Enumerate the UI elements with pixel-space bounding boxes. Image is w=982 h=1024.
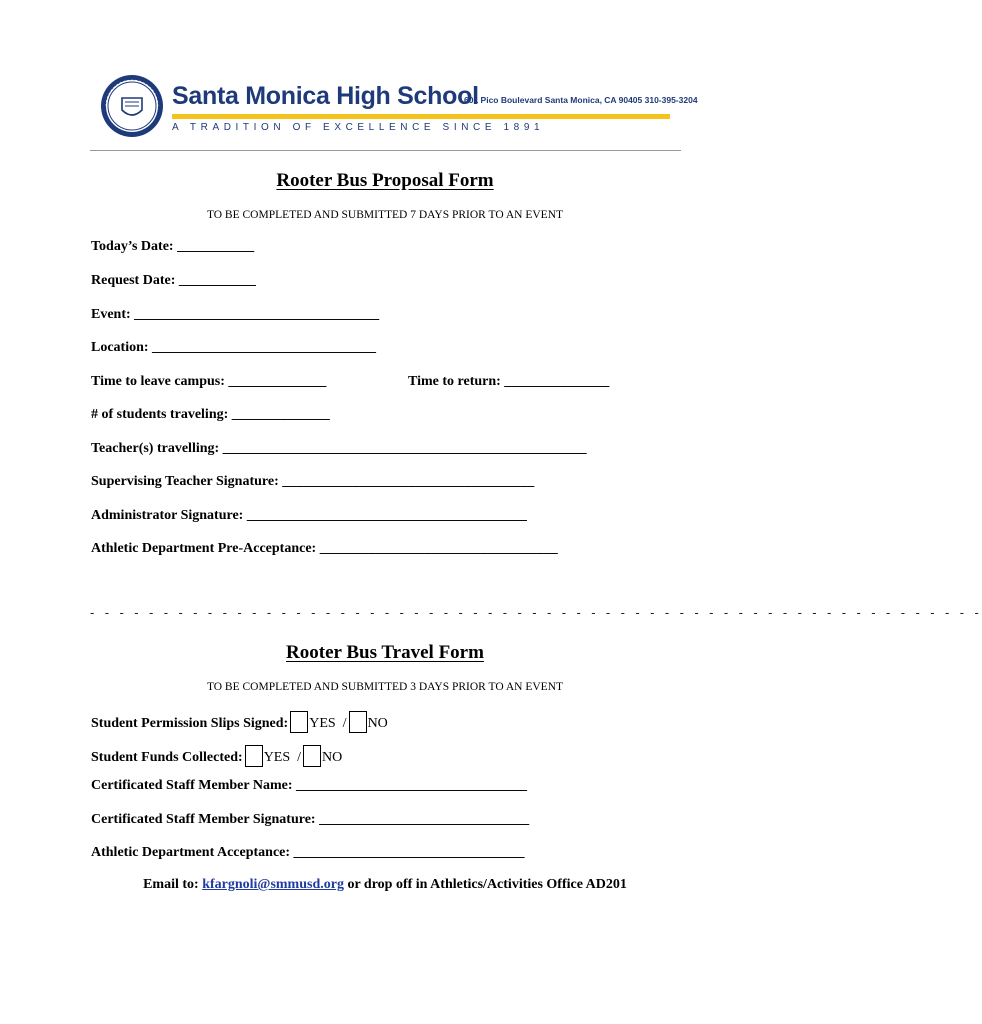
funds-collected-row	[91, 745, 342, 767]
permission-slips-row	[91, 711, 388, 733]
header-divider	[90, 150, 681, 151]
permission-yes-checkbox[interactable]	[290, 711, 308, 733]
email-prefix: Email to:	[143, 877, 199, 892]
funds-yes-checkbox[interactable]	[245, 745, 263, 767]
athletic-pre-acceptance-field[interactable]: Athletic Department Pre-Acceptance: __________________________________	[91, 541, 558, 556]
permission-no-label: NO	[367, 716, 388, 731]
todays-date-field[interactable]: Today’s Date: ___________	[91, 239, 255, 254]
header-accent-bar	[172, 114, 670, 119]
school-tagline: A TRADITION OF EXCELLENCE SINCE 1891	[172, 122, 545, 133]
email-suffix: or drop off in Athletics/Activities Office AD201	[347, 877, 627, 892]
athletic-acceptance-field[interactable]: Athletic Department Acceptance: _________________________________	[91, 845, 525, 860]
permission-yes-label: YES	[309, 716, 336, 731]
funds-slash: /	[297, 750, 302, 765]
proposal-subtitle: TO BE COMPLETED AND SUBMITTED 7 DAYS PRIOR TO AN EVENT	[206, 209, 564, 221]
request-date-field[interactable]: Request Date: ___________	[91, 273, 256, 288]
permission-slash: /	[342, 716, 347, 731]
travel-title: Rooter Bus Travel Form	[286, 642, 484, 663]
cut-line-separator: - - - - - - - - - - - - - - - - - - - - - - - - - - - - - - - - - - - - - - - - - - - - - - - - - - - - - - - - - - - - -	[90, 605, 982, 620]
event-field[interactable]: Event: ___________________________________	[91, 307, 380, 322]
students-traveling-field[interactable]: # of students traveling: ______________	[91, 407, 330, 422]
teachers-travelling-field[interactable]: Teacher(s) travelling: ____________________________________________________	[91, 441, 587, 456]
permission-no-checkbox[interactable]	[349, 711, 367, 733]
administrator-signature-field[interactable]: Administrator Signature: ________________________________________	[91, 508, 527, 523]
funds-collected-label: Student Funds Collected:	[91, 750, 243, 765]
school-address: 601 Pico Boulevard Santa Monica, CA 90405 310-395-3204	[464, 95, 698, 105]
email-link[interactable]: kfargnoli@smmusd.org	[202, 877, 344, 892]
school-name: Santa Monica High School	[172, 82, 479, 110]
supervising-signature-field[interactable]: Supervising Teacher Signature: ____________________________________	[91, 474, 535, 489]
email-instruction	[0, 877, 770, 893]
staff-name-field[interactable]: Certificated Staff Member Name: _________________________________	[91, 778, 527, 793]
funds-yes-label: YES	[263, 750, 291, 765]
funds-no-checkbox[interactable]	[303, 745, 321, 767]
time-leave-field[interactable]: Time to leave campus: ______________	[91, 374, 327, 389]
staff-signature-field[interactable]: Certificated Staff Member Signature: ______________________________	[91, 812, 530, 827]
location-field[interactable]: Location: ________________________________	[91, 340, 377, 355]
funds-no-label: NO	[322, 750, 343, 765]
time-return-field[interactable]: Time to return: _______________	[408, 374, 610, 389]
permission-slips-label: Student Permission Slips Signed:	[91, 716, 289, 731]
school-seal-logo	[100, 74, 164, 138]
travel-subtitle: TO BE COMPLETED AND SUBMITTED 3 DAYS PRIOR TO AN EVENT	[206, 681, 564, 693]
proposal-title: Rooter Bus Proposal Form	[276, 170, 494, 191]
